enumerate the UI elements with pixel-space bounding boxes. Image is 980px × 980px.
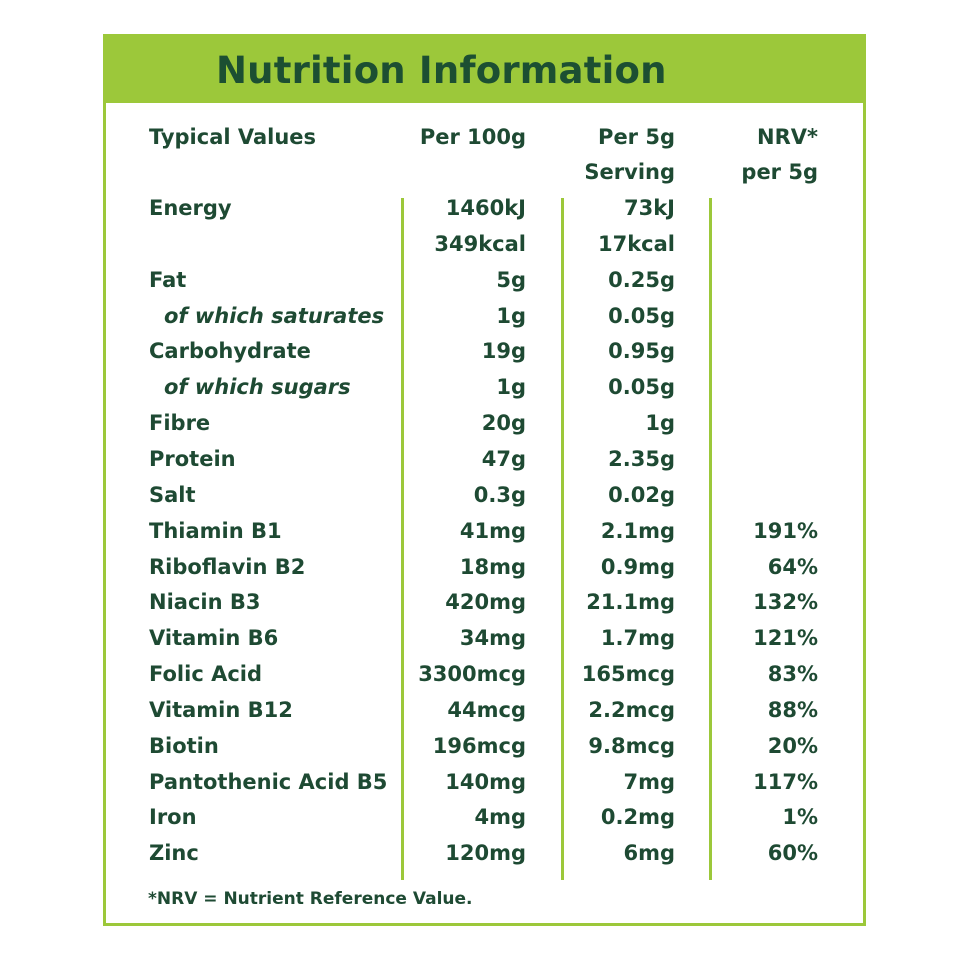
nutrient-name: of which sugars (164, 375, 351, 400)
value-per-100g: 19g (481, 339, 526, 364)
nutrient-name: Riboflavin B2 (149, 554, 306, 579)
nutrient-name: Iron (149, 805, 197, 830)
value-per-5g: 21.1mg (586, 590, 675, 615)
value-nrv: 191% (753, 518, 818, 543)
value-per-5g: 165mcg (581, 662, 675, 687)
header-typical-values: Typical Values (149, 125, 317, 149)
value-per-100g: 18mg (459, 554, 526, 579)
footnote: *NRV = Nutrient Reference Value. (148, 889, 473, 909)
nutrient-name: Fibre (149, 411, 211, 436)
value-per-5g: 0.2mg (600, 805, 675, 830)
nutrient-name: Pantothenic Acid B5 (149, 769, 388, 794)
header-per-100g: Per 100g (419, 125, 526, 149)
value-per-5g: 0.05g (608, 303, 675, 328)
value-per-5g: 1g (645, 411, 675, 436)
header-per-5g: Per 5g (598, 125, 675, 149)
nutrient-name: Salt (149, 482, 196, 507)
nutrient-name: Carbohydrate (149, 339, 311, 364)
value-per-5g: 0.25g (608, 267, 675, 292)
nutrient-name: Thiamin B1 (149, 518, 282, 543)
nutrient-name: Energy (149, 196, 232, 220)
value-nrv: 20% (767, 733, 818, 758)
nutrient-name: Biotin (149, 733, 219, 758)
value-per-100g: 34mg (459, 626, 526, 651)
value-per-5g: 0.9mg (600, 554, 675, 579)
value-nrv: 1% (782, 805, 818, 830)
value-per-100g: 20g (481, 411, 526, 436)
value-per-100g: 3300mcg (418, 662, 526, 687)
value-nrv: 83% (767, 662, 818, 687)
value-per-100g: 0.3g (473, 482, 526, 507)
value-per-100g: 1460kJ (445, 196, 526, 220)
value-per-5g: 1.7mg (600, 626, 675, 651)
value-per-5g: 17kcal (597, 231, 675, 256)
value-per-5g: 2.2mcg (588, 697, 675, 722)
nutrient-name: Zinc (149, 841, 199, 866)
panel-title: Nutrition Information (216, 49, 667, 92)
nutrient-name: of which saturates (164, 303, 385, 328)
value-nrv: 60% (767, 841, 818, 866)
value-per-5g: 6mg (623, 841, 675, 866)
value-nrv: 64% (767, 554, 818, 579)
value-per-100g: 47g (481, 446, 526, 471)
value-per-100g: 420mg (445, 590, 526, 615)
value-per-5g: 7mg (623, 769, 675, 794)
value-per-5g: 9.8mcg (588, 733, 675, 758)
header-serving: Serving (584, 160, 675, 184)
value-per-5g: 2.35g (608, 446, 675, 471)
nutrient-name: Vitamin B12 (149, 697, 293, 722)
value-per-100g: 120mg (445, 841, 526, 866)
value-per-100g: 44mcg (447, 697, 526, 722)
value-nrv: 132% (753, 590, 818, 615)
value-per-100g: 140mg (445, 769, 526, 794)
value-per-100g: 41mg (459, 518, 526, 543)
value-per-5g: 2.1mg (600, 518, 675, 543)
value-per-100g: 1g (496, 303, 526, 328)
header-nrv-per-5g: per 5g (741, 160, 818, 184)
value-per-100g: 4mg (474, 805, 526, 830)
value-per-100g: 196mcg (432, 733, 526, 758)
value-per-100g: 349kcal (434, 231, 526, 256)
value-per-5g: 73kJ (623, 196, 675, 220)
nutrient-name: Folic Acid (149, 662, 263, 687)
column-divider (401, 198, 404, 880)
column-divider (561, 198, 564, 880)
nutrient-name: Niacin B3 (149, 590, 261, 615)
value-nrv: 88% (767, 697, 818, 722)
column-divider (709, 198, 712, 880)
value-per-100g: 5g (496, 267, 526, 292)
nutrient-name: Protein (149, 446, 236, 471)
header-nrv: NRV* (757, 125, 818, 149)
nutrient-name: Fat (149, 267, 187, 292)
value-per-5g: 0.95g (608, 339, 675, 364)
value-nrv: 121% (753, 626, 818, 651)
value-per-100g: 1g (496, 375, 526, 400)
nutrient-name: Vitamin B6 (149, 626, 279, 651)
value-nrv: 117% (753, 769, 818, 794)
title-bar (106, 37, 863, 103)
value-per-5g: 0.02g (608, 482, 675, 507)
nutrition-panel (103, 34, 866, 926)
value-per-5g: 0.05g (608, 375, 675, 400)
